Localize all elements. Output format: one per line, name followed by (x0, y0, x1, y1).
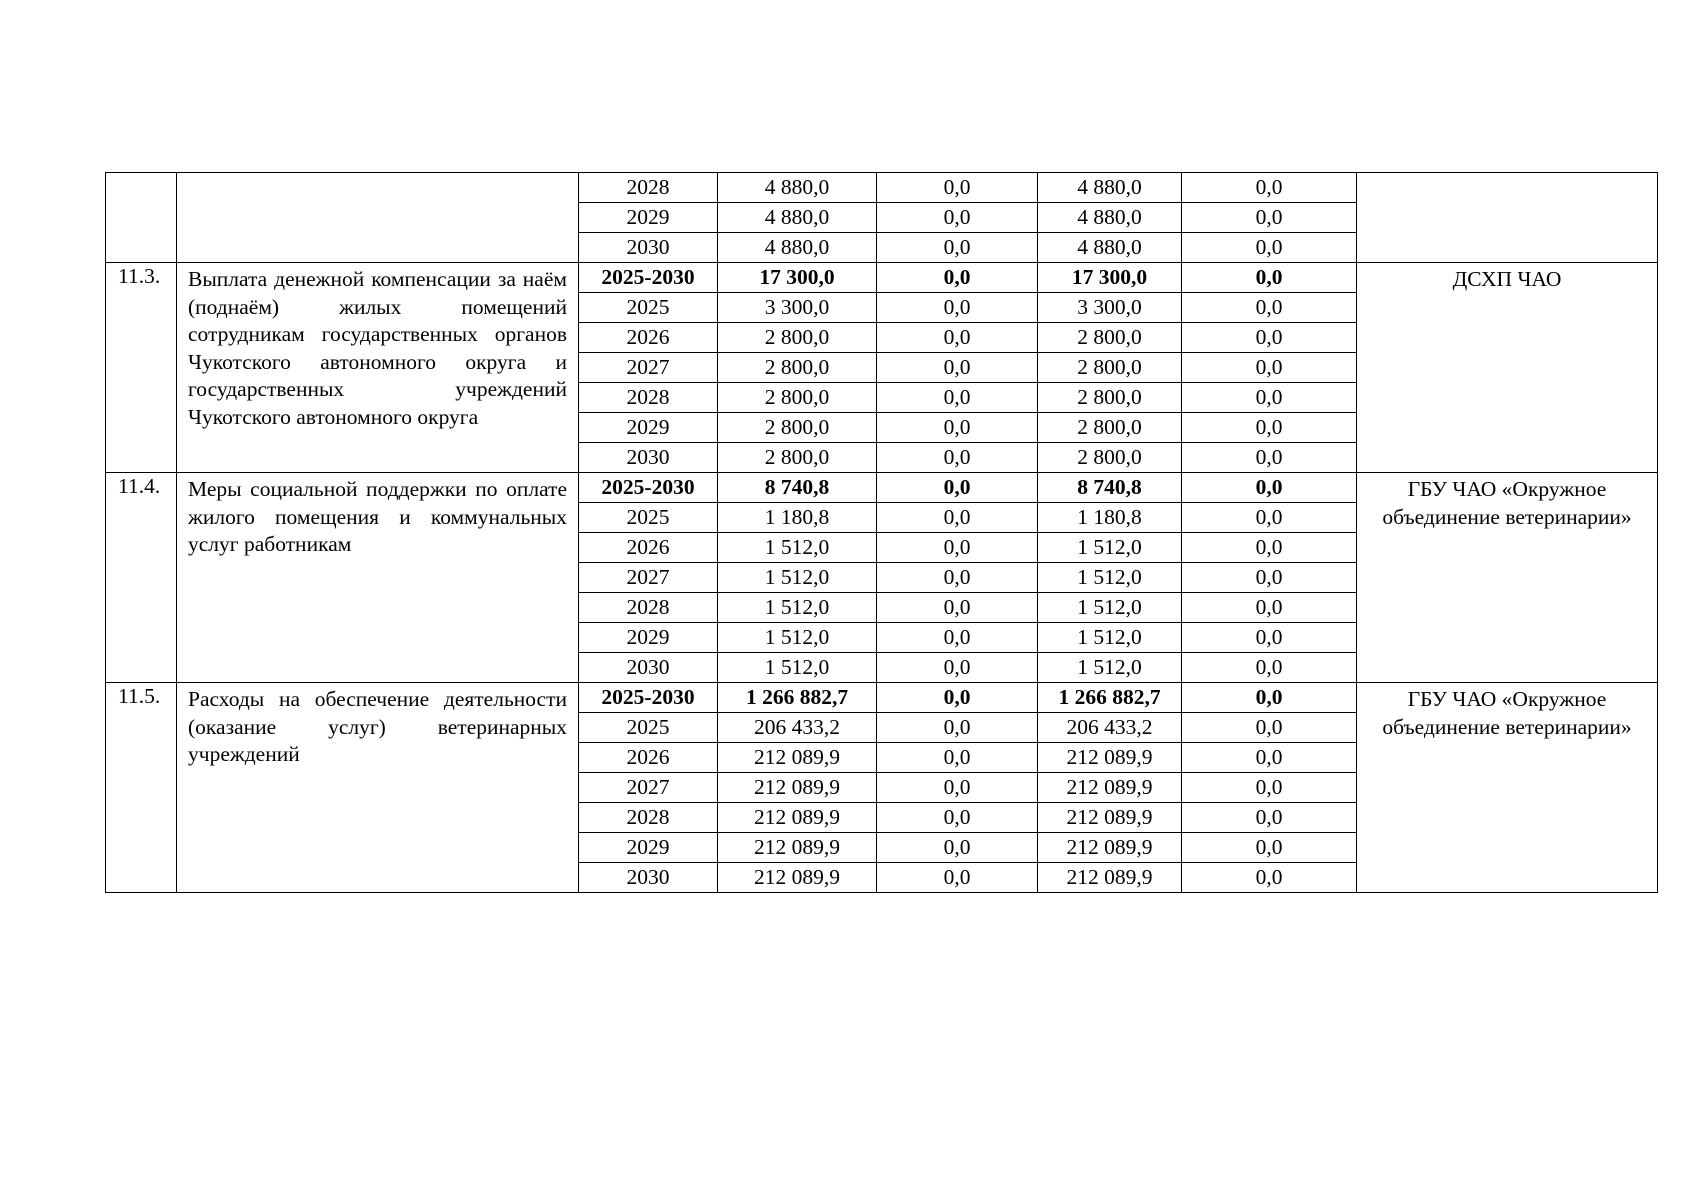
district-budget-cell: 1 512,0 (1038, 533, 1182, 563)
period-cell: 2026 (579, 743, 718, 773)
period-cell: 2025 (579, 503, 718, 533)
federal-budget-cell: 0,0 (877, 533, 1038, 563)
total-cell: 8 740,8 (718, 473, 877, 503)
federal-budget-cell: 0,0 (877, 713, 1038, 743)
federal-budget-cell: 0,0 (877, 263, 1038, 293)
total-cell: 1 180,8 (718, 503, 877, 533)
executor-cell: ГБУ ЧАО «Окружное объединение ветеринарии» (1357, 473, 1658, 683)
extra-budget-cell: 0,0 (1182, 803, 1357, 833)
period-cell: 2030 (579, 653, 718, 683)
total-cell: 1 266 882,7 (718, 683, 877, 713)
extra-budget-cell: 0,0 (1182, 563, 1357, 593)
district-budget-cell: 212 089,9 (1038, 833, 1182, 863)
district-budget-cell: 2 800,0 (1038, 323, 1182, 353)
district-budget-cell: 212 089,9 (1038, 773, 1182, 803)
period-cell: 2027 (579, 353, 718, 383)
district-budget-cell: 1 512,0 (1038, 623, 1182, 653)
item-number: 11.5. (106, 683, 177, 893)
period-cell: 2028 (579, 593, 718, 623)
period-cell: 2029 (579, 413, 718, 443)
district-budget-cell: 2 800,0 (1038, 353, 1182, 383)
district-budget-cell: 2 800,0 (1038, 383, 1182, 413)
federal-budget-cell: 0,0 (877, 773, 1038, 803)
district-budget-cell: 1 512,0 (1038, 653, 1182, 683)
federal-budget-cell: 0,0 (877, 383, 1038, 413)
extra-budget-cell: 0,0 (1182, 443, 1357, 473)
item-number (106, 173, 177, 263)
table-row (106, 683, 1658, 713)
total-cell: 17 300,0 (718, 263, 877, 293)
period-cell: 2025-2030 (579, 473, 718, 503)
federal-budget-cell: 0,0 (877, 803, 1038, 833)
total-cell: 2 800,0 (718, 383, 877, 413)
executor-cell (1357, 173, 1658, 263)
district-budget-cell: 1 512,0 (1038, 563, 1182, 593)
period-cell: 2029 (579, 833, 718, 863)
district-budget-cell: 212 089,9 (1038, 803, 1182, 833)
district-budget-cell: 8 740,8 (1038, 473, 1182, 503)
extra-budget-cell: 0,0 (1182, 173, 1357, 203)
period-cell: 2025-2030 (579, 683, 718, 713)
federal-budget-cell: 0,0 (877, 563, 1038, 593)
district-budget-cell: 4 880,0 (1038, 173, 1182, 203)
total-cell: 2 800,0 (718, 413, 877, 443)
federal-budget-cell: 0,0 (877, 173, 1038, 203)
district-budget-cell: 2 800,0 (1038, 443, 1182, 473)
extra-budget-cell: 0,0 (1182, 773, 1357, 803)
extra-budget-cell: 0,0 (1182, 683, 1357, 713)
extra-budget-cell: 0,0 (1182, 263, 1357, 293)
total-cell: 212 089,9 (718, 773, 877, 803)
federal-budget-cell: 0,0 (877, 833, 1038, 863)
federal-budget-cell: 0,0 (877, 743, 1038, 773)
period-cell: 2030 (579, 863, 718, 893)
federal-budget-cell: 0,0 (877, 593, 1038, 623)
total-cell: 2 800,0 (718, 443, 877, 473)
total-cell: 212 089,9 (718, 863, 877, 893)
total-cell: 2 800,0 (718, 353, 877, 383)
federal-budget-cell: 0,0 (877, 683, 1038, 713)
district-budget-cell: 17 300,0 (1038, 263, 1182, 293)
total-cell: 206 433,2 (718, 713, 877, 743)
district-budget-cell: 1 266 882,7 (1038, 683, 1182, 713)
period-cell: 2027 (579, 773, 718, 803)
extra-budget-cell: 0,0 (1182, 623, 1357, 653)
period-cell: 2025 (579, 713, 718, 743)
federal-budget-cell: 0,0 (877, 623, 1038, 653)
total-cell: 1 512,0 (718, 563, 877, 593)
total-cell: 4 880,0 (718, 233, 877, 263)
period-cell: 2025 (579, 293, 718, 323)
extra-budget-cell: 0,0 (1182, 293, 1357, 323)
extra-budget-cell: 0,0 (1182, 203, 1357, 233)
extra-budget-cell: 0,0 (1182, 713, 1357, 743)
federal-budget-cell: 0,0 (877, 413, 1038, 443)
district-budget-cell: 4 880,0 (1038, 203, 1182, 233)
federal-budget-cell: 0,0 (877, 503, 1038, 533)
federal-budget-cell: 0,0 (877, 353, 1038, 383)
extra-budget-cell: 0,0 (1182, 353, 1357, 383)
period-cell: 2028 (579, 383, 718, 413)
period-cell: 2030 (579, 443, 718, 473)
total-cell: 1 512,0 (718, 623, 877, 653)
total-cell: 212 089,9 (718, 803, 877, 833)
item-description: Меры социальной поддержки по оплате жилого помещения и коммунальных услуг работникам (177, 473, 579, 683)
extra-budget-cell: 0,0 (1182, 323, 1357, 353)
district-budget-cell: 1 512,0 (1038, 593, 1182, 623)
extra-budget-cell: 0,0 (1182, 833, 1357, 863)
federal-budget-cell: 0,0 (877, 473, 1038, 503)
table-row (106, 473, 1658, 503)
executor-cell: ДСХП ЧАО (1357, 263, 1658, 473)
period-cell: 2027 (579, 563, 718, 593)
total-cell: 4 880,0 (718, 203, 877, 233)
federal-budget-cell: 0,0 (877, 443, 1038, 473)
period-cell: 2025-2030 (579, 263, 718, 293)
period-cell: 2026 (579, 533, 718, 563)
total-cell: 1 512,0 (718, 593, 877, 623)
district-budget-cell: 1 180,8 (1038, 503, 1182, 533)
item-description (177, 173, 579, 263)
table-row (106, 263, 1658, 293)
budget-table-body (106, 173, 1658, 893)
table-row (106, 173, 1658, 203)
item-number: 11.4. (106, 473, 177, 683)
federal-budget-cell: 0,0 (877, 293, 1038, 323)
extra-budget-cell: 0,0 (1182, 863, 1357, 893)
extra-budget-cell: 0,0 (1182, 743, 1357, 773)
district-budget-cell: 4 880,0 (1038, 233, 1182, 263)
total-cell: 4 880,0 (718, 173, 877, 203)
period-cell: 2028 (579, 173, 718, 203)
total-cell: 212 089,9 (718, 743, 877, 773)
federal-budget-cell: 0,0 (877, 863, 1038, 893)
total-cell: 1 512,0 (718, 653, 877, 683)
item-description: Выплата денежной компенсации за наём (поднаём) жилых помещений сотрудникам государственных органов Чукотского автономного округа и государственных учреждений Чукотского автономного округа (177, 263, 579, 473)
executor-cell: ГБУ ЧАО «Окружное объединение ветеринарии» (1357, 683, 1658, 893)
period-cell: 2026 (579, 323, 718, 353)
federal-budget-cell: 0,0 (877, 233, 1038, 263)
district-budget-cell: 2 800,0 (1038, 413, 1182, 443)
district-budget-cell: 212 089,9 (1038, 743, 1182, 773)
period-cell: 2029 (579, 623, 718, 653)
period-cell: 2029 (579, 203, 718, 233)
federal-budget-cell: 0,0 (877, 653, 1038, 683)
extra-budget-cell: 0,0 (1182, 593, 1357, 623)
extra-budget-cell: 0,0 (1182, 383, 1357, 413)
budget-table (105, 172, 1658, 893)
extra-budget-cell: 0,0 (1182, 503, 1357, 533)
extra-budget-cell: 0,0 (1182, 233, 1357, 263)
extra-budget-cell: 0,0 (1182, 653, 1357, 683)
period-cell: 2030 (579, 233, 718, 263)
item-description: Расходы на обеспечение деятельности (оказание услуг) ветеринарных учреждений (177, 683, 579, 893)
total-cell: 3 300,0 (718, 293, 877, 323)
total-cell: 2 800,0 (718, 323, 877, 353)
total-cell: 212 089,9 (718, 833, 877, 863)
district-budget-cell: 206 433,2 (1038, 713, 1182, 743)
item-number: 11.3. (106, 263, 177, 473)
extra-budget-cell: 0,0 (1182, 413, 1357, 443)
extra-budget-cell: 0,0 (1182, 473, 1357, 503)
district-budget-cell: 212 089,9 (1038, 863, 1182, 893)
extra-budget-cell: 0,0 (1182, 533, 1357, 563)
federal-budget-cell: 0,0 (877, 323, 1038, 353)
federal-budget-cell: 0,0 (877, 203, 1038, 233)
district-budget-cell: 3 300,0 (1038, 293, 1182, 323)
total-cell: 1 512,0 (718, 533, 877, 563)
period-cell: 2028 (579, 803, 718, 833)
